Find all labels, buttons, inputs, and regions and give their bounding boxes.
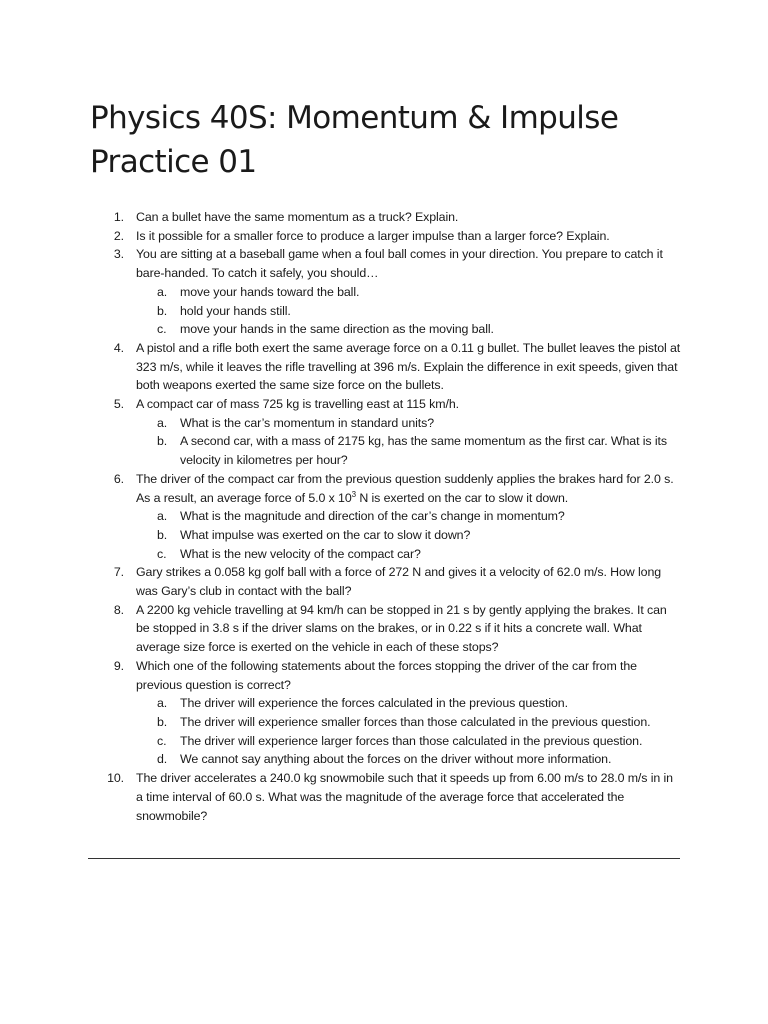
horizontal-rule — [88, 858, 680, 859]
sub-question — [157, 432, 681, 469]
question-4 — [113, 339, 681, 395]
sub-question-text: A second car, with a mass of 2175 kg, has the same momentum as the first car. What is its velocity in kilometres per hour? — [180, 434, 667, 468]
question-7 — [113, 563, 681, 600]
sub-question-letter: a. — [157, 415, 168, 430]
title-line-2: Practice 01 — [90, 144, 257, 180]
question-number: 2. — [113, 228, 124, 243]
sub-question-text: What is the new velocity of the compact car? — [180, 546, 421, 561]
question-2 — [113, 227, 681, 246]
question-text-part: N is exerted on the car to slow it down. — [355, 490, 569, 505]
sub-question-text: The driver will experience the forces calculated in the previous question. — [180, 696, 568, 711]
sub-question-text: We cannot say anything about the forces on the driver without more information. — [180, 752, 612, 767]
question-list — [107, 208, 681, 825]
sub-question — [157, 526, 681, 545]
sub-question-text: What is the car’s momentum in standard units? — [180, 415, 434, 430]
question-8 — [113, 601, 681, 657]
sub-question-letter: b. — [157, 303, 168, 318]
sub-question-list — [136, 414, 681, 470]
question-1 — [113, 208, 681, 227]
sub-question — [157, 507, 681, 526]
sub-question-text: move your hands toward the ball. — [180, 284, 360, 299]
question-3 — [113, 245, 681, 339]
question-text: A pistol and a rifle both exert the same average force on a 0.11 g bullet. The bullet leaves the pistol at 323 m/s, while it leaves the rifle travelling at 396 m/s. Explain the difference in exit speeds, given that both weapons exerted the same size force on the bullets. — [136, 340, 681, 393]
question-text — [136, 472, 674, 505]
sub-question-text: What impulse was exerted on the car to slow it down? — [180, 527, 471, 542]
question-text: Gary strikes a 0.058 kg golf ball with a force of 272 N and gives it a velocity of 62.0 m/s. How long was Gary’s club in contact with the ball? — [136, 565, 662, 599]
question-text: The driver accelerates a 240.0 kg snowmobile such that it speeds up from 6.00 m/s to 28.0 m/s in in a time interval of 60.0 s. What was the magnitude of the average force that accelerated the snowmobile? — [136, 771, 673, 823]
title-line-1: Physics 40S: Momentum & Impulse — [90, 100, 619, 136]
sub-question — [157, 414, 681, 433]
page-title — [90, 96, 710, 184]
question-number: 4. — [113, 340, 124, 355]
sub-question — [157, 694, 681, 713]
sub-question-letter: a. — [157, 696, 168, 711]
question-text: Which one of the following statements about the forces stopping the driver of the car from the previous question is correct? — [136, 658, 637, 692]
sub-question — [157, 750, 681, 769]
question-text: A compact car of mass 725 kg is travelling east at 115 km/h. — [136, 397, 459, 412]
sub-question — [157, 302, 681, 321]
sub-question-text: What is the magnitude and direction of the car’s change in momentum? — [180, 509, 565, 524]
question-5 — [113, 395, 681, 470]
sub-question-letter: b. — [157, 527, 168, 542]
sub-question-list — [136, 507, 681, 563]
sub-question-letter: a. — [157, 284, 168, 299]
sub-question-text: hold your hands still. — [180, 303, 291, 318]
question-9 — [113, 657, 681, 769]
sub-question-text: The driver will experience smaller forces than those calculated in the previous question. — [180, 714, 651, 729]
question-text: Is it possible for a smaller force to produce a larger impulse than a larger force? Explain. — [136, 228, 610, 243]
exponent: 3 — [351, 489, 356, 499]
sub-question — [157, 320, 681, 339]
question-6 — [113, 470, 681, 564]
question-text: You are sitting at a baseball game when a foul ball comes in your direction. You prepare to catch it bare-handed. To catch it safely, you should… — [136, 247, 663, 281]
sub-question-letter: c. — [157, 546, 167, 561]
question-number: 8. — [113, 602, 124, 617]
sub-question-text: move your hands in the same direction as the moving ball. — [180, 322, 494, 337]
sub-question — [157, 545, 681, 564]
question-number: 7. — [113, 565, 124, 580]
question-number: 9. — [113, 658, 124, 673]
sub-question — [157, 713, 681, 732]
sub-question-letter: b. — [157, 714, 168, 729]
sub-question-letter: b. — [157, 434, 168, 449]
sub-question-letter: c. — [157, 322, 167, 337]
question-10 — [107, 769, 681, 825]
question-number: 5. — [113, 397, 124, 412]
sub-question-list — [136, 694, 681, 769]
question-number: 1. — [113, 210, 124, 224]
question-text: Can a bullet have the same momentum as a truck? Explain. — [136, 210, 459, 224]
question-number: 6. — [113, 471, 124, 486]
sub-question-letter: d. — [157, 752, 168, 767]
sub-question-list — [136, 283, 681, 339]
sub-question-text: The driver will experience larger forces than those calculated in the previous question. — [180, 733, 643, 748]
sub-question — [157, 732, 681, 751]
question-text: A 2200 kg vehicle travelling at 94 km/h can be stopped in 21 s by gently applying the brakes. It can be stopped in 3.8 s if the driver slams on the brakes, or in 0.22 s if it hits a concrete wall. What average size force is exerted on the vehicle in each of these stops? — [136, 602, 667, 655]
sub-question-letter: a. — [157, 509, 168, 524]
question-number: 3. — [113, 247, 124, 262]
question-number: 10. — [107, 771, 124, 786]
sub-question — [157, 283, 681, 302]
question-text-part: The driver of the compact car from the previous question suddenly applies the brakes hard for 2.0 s. As a result, an average force of 5.0 x 10 — [136, 471, 674, 505]
sub-question-letter: c. — [157, 733, 167, 748]
